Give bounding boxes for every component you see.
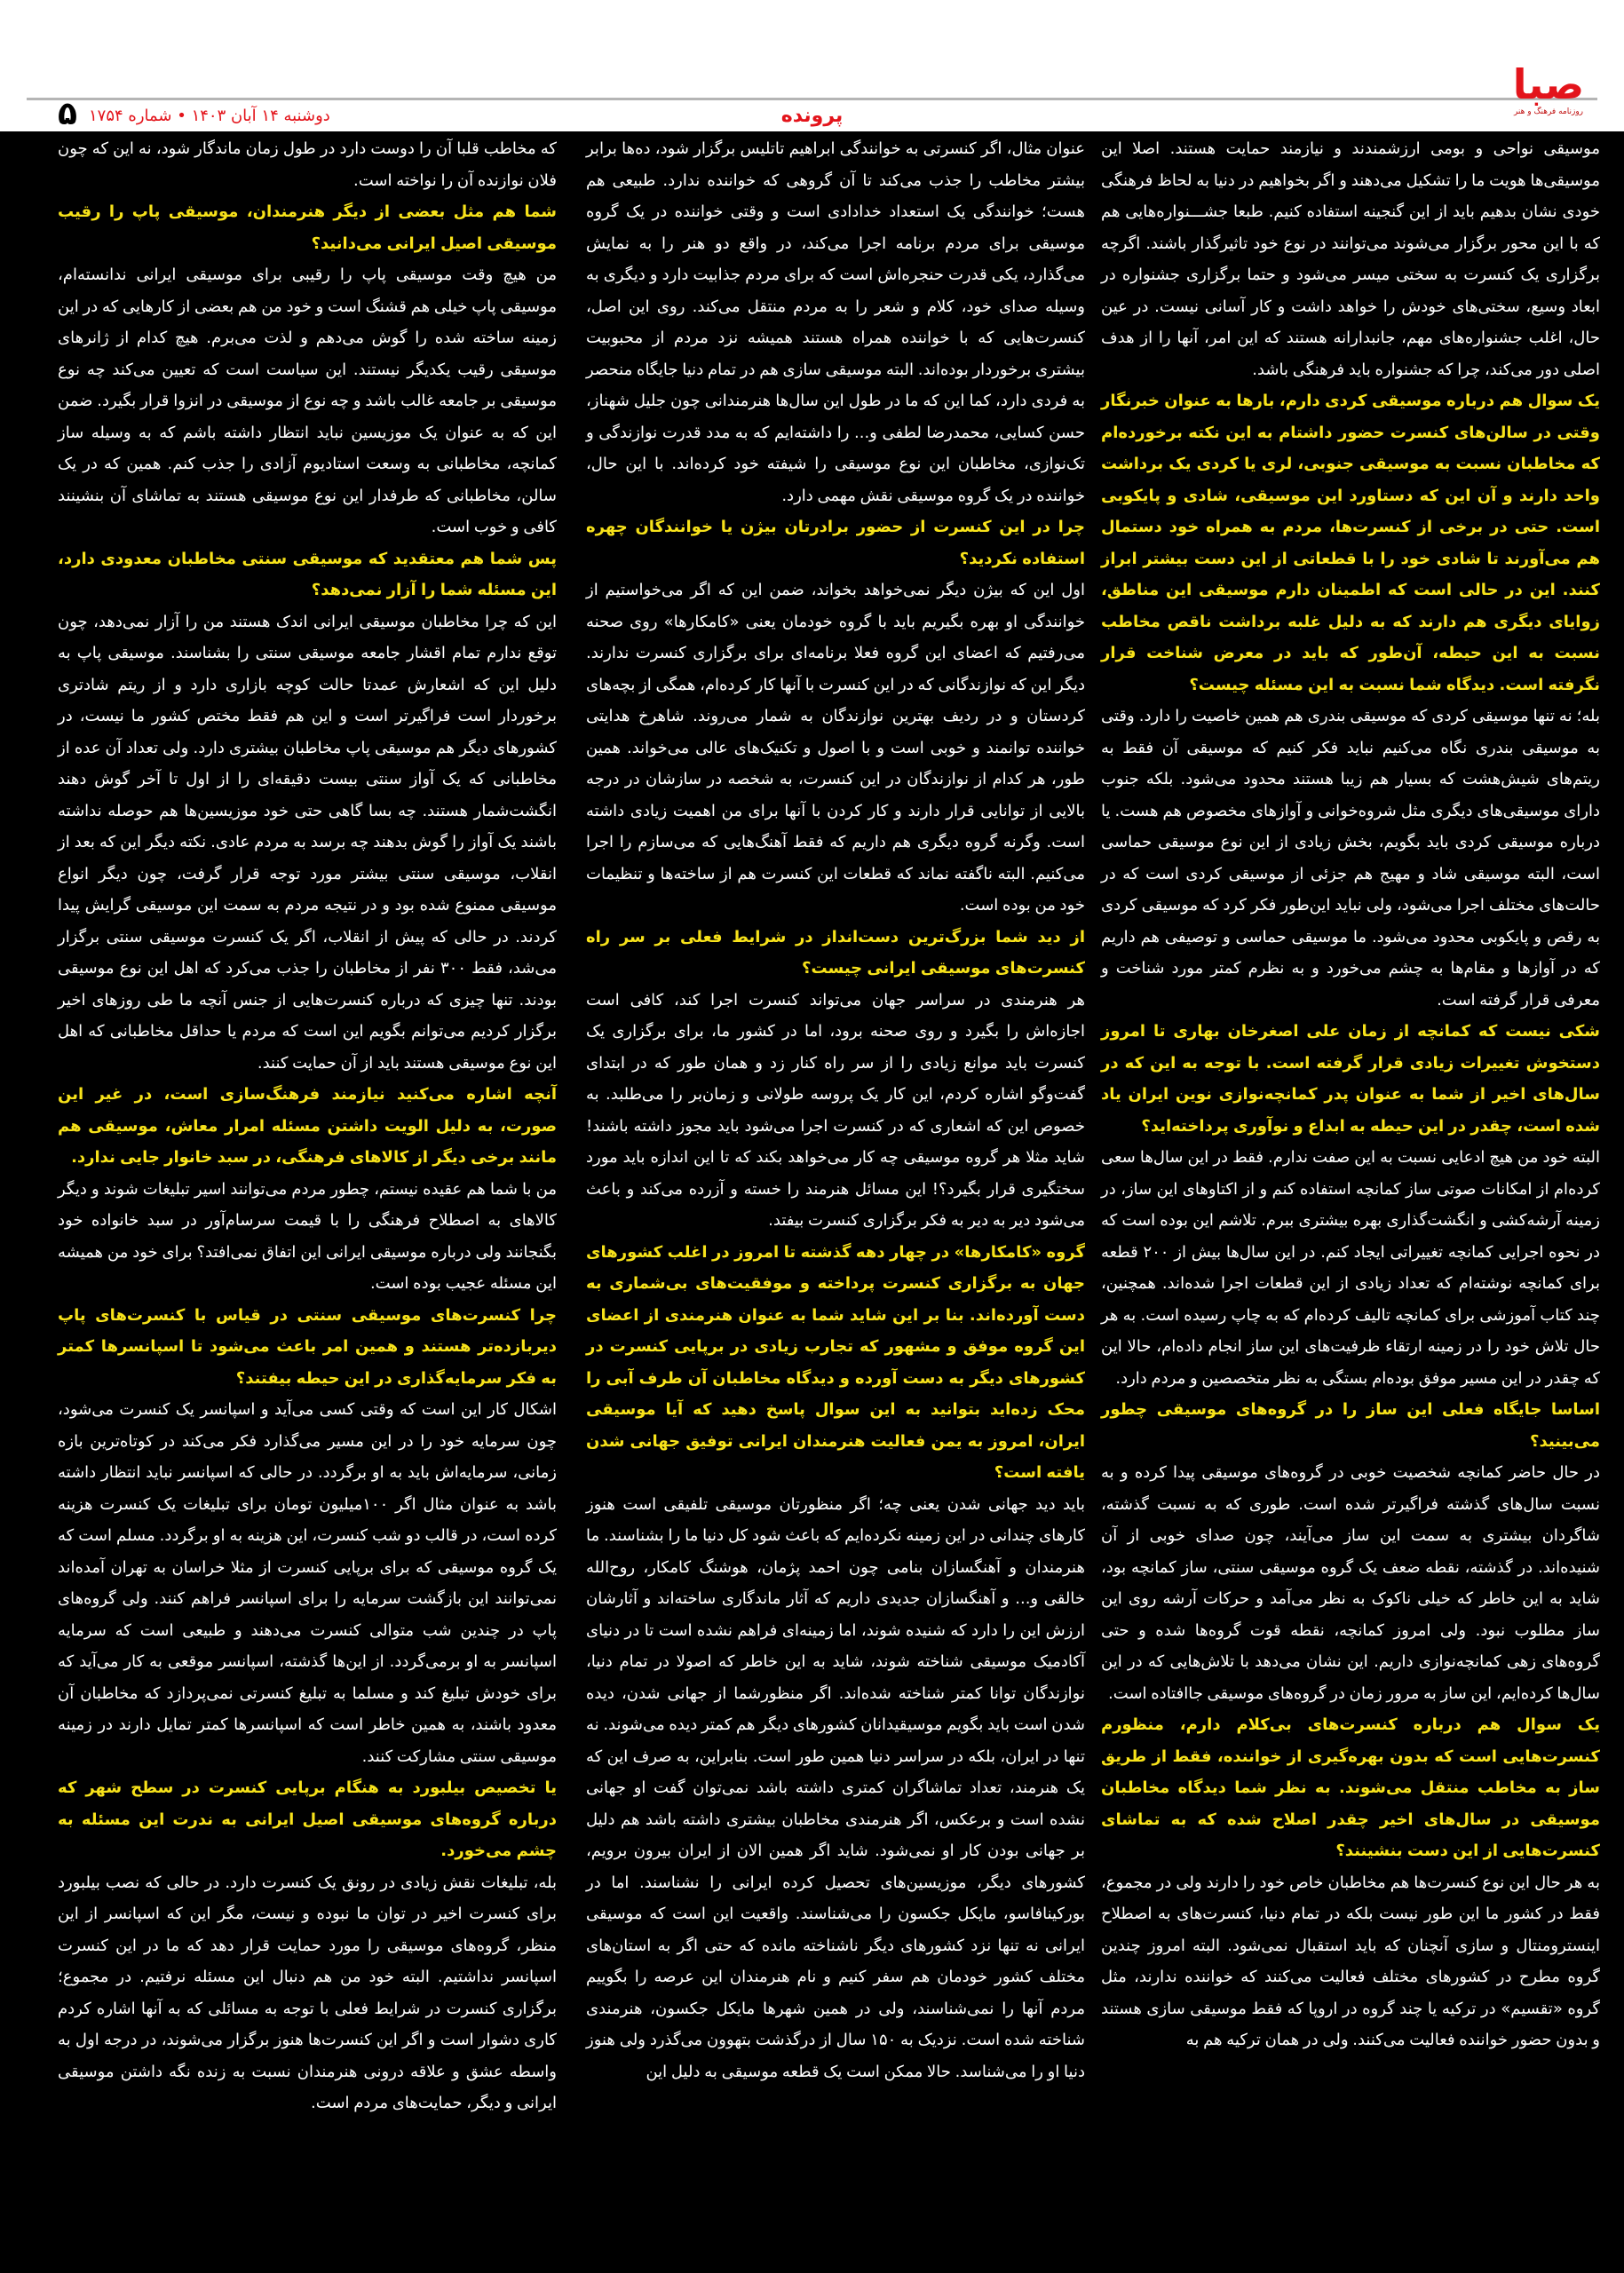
interview-answer: باید دید جهانی شدن یعنی چه؛ اگر منظورتان موسیقی تلفیقی است هنوز کارهای چندانی در این زمینه نکرده‌ایم که باعث شود کل دنیا ما را بشناسند. ما هنرمندان و آهنگسازان بنامی چون احمد پژمان، هوشنگ کامکار، روح‌الله خالقی و... و آهنگسازان جدیدی داریم که آثار ماندگاری ساخته‌اند و آثارشان ارزش این را دارد که شنیده شوند، اما زمینه‌ای فراهم نشده است تا در دنیای آکادمیک موسیقی شناخته شوند، شاید به این خاطر که اصولا در تمام دنیا، نوازندگان توانا کمتر شناخته شده‌اند. اگر منظورشما از جهانی شدن، دیده شدن است باید بگویم موسیقیدانان کشورهای دیگر هم کمتر دیده می‌شوند. نه تنها در ایران، بلکه در سراسر دنیا همین طور است. بنابراین، به صرف این که یک هنرمند، تعداد تماشاگران کمتری داشته باشد نمی‌توان گفت او جهانی نشده است و برعکس، اگر هنرمندی مخاطبان بیشتری داشته باشد هم دلیل بر جهانی بودن کار او نمی‌شود. شاید اگر همین الان از ایران بیرون برویم، کشورهای دیگر، موزیسین‌های تحصیل کرده ایرانی را نشناسند. اما در بورکینافاسو، مایکل جکسون را می‌شناسند. واقعیت این است که موسیقی ایرانی نه تنها نزد کشورهای دیگر ناشناخته مانده که حتی اگر به استان‌های مختلف کشور خودمان هم سفر کنیم و نام هنرمندان این عرصه را بگوییم مردم آنها را نمی‌شناسند، ولی در همین شهرها مایکل جکسون، هنرمندی شناخته شده است. نزدیک به ۱۵۰ سال از درگذشت بتهوون می‌گذرد ولی هنوز دنیا او را می‌شناسد. حالا ممکن است یک قطعه موسیقی به دلیل این bbox=[586, 1494, 1085, 2081]
interview-question: یک سوال هم درباره کنسرت‌های بی‌کلام دارم، منظورم کنسرت‌هایی است که بدون بهره‌گیری از خواننده، فقط از طریق ساز به مخاطب منتقل می‌شوند. به نظر شما دیدگاه مخاطبان موسیقی در سال‌های اخیر چقدر اصلاح شده که به تماشای کنسرت‌هایی از این دست بنشینند؟ bbox=[1101, 1715, 1600, 1860]
interview-answer: به هر حال این نوع کنسرت‌ها هم مخاطبان خاص خود را دارند ولی در مجموع، فقط در کشور ما این طور نیست بلکه در تمام دنیا، کنسرت‌های به اصطلاح اینسترومنتال و سازی آنچنان که باید استقبال نمی‌شود. البته امروز چندین گروه مطرح در کشورهای مختلف فعالیت می‌کنند که خواننده ندارند، مثل گروه «تقسیم» در ترکیه یا چند گروه در اروپا که فقط موسیقی سازی هستند و بدون حضور خواننده فعالیت می‌کنند. ولی در همان ترکیه هم به bbox=[1101, 1873, 1600, 2049]
interview-answer: بله، تبلیغات نقش زیادی در رونق یک کنسرت دارد. در حالی که نصب بیلبورد برای کنسرت اخیر در توان ما نبوده و نیست، مگر این که اسپانسر از این منظر، گروه‌های موسیقی را مورد حمایت قرار دهد که ما در این کنسرت اسپانسر نداشتیم. البته خود من هم دنبال این مسئله نرفتیم. در مجموع؛ برگزاری کنسرت در شرایط فعلی با توجه به مسائلی که به آنها اشاره کردم کاری دشوار است و اگر این کنسرت‌ها هنوز برگزار می‌شوند، در درجه اول به واسطه عشق و علاقه درونی هنرمندان نسبت به زنده نگه داشتن موسیقی ایرانی و دیگر، حمایت‌های مردم است. bbox=[58, 1873, 557, 2112]
interview-answer: بله؛ نه تنها موسیقی کردی که موسیقی بندری هم همین خاصیت را دارد. وقتی به موسیقی بندری نگاه می‌کنیم نباید فکر کنیم که موسیقی آن فقط به ریتم‌های شیش‌هشت که بسیار هم زیبا هستند محدود می‌شود. بلکه جنوب دارای موسیقی‌های دیگری مثل شروه‌خوانی و آوازهای مخصوص هم هست. یا درباره موسیقی کردی باید بگویم، بخش زیادی از این نوع موسیقی حماسی است، البته موسیقی شاد و مهیج هم جزئی از موسیقی کردی است که در حالت‌های مختلف اجرا می‌شود، ولی نباید این‌طور فکر کرد که موسیقی کردی به رقص و پایکوبی محدود می‌شود. ما موسیقی حماسی و توصیفی هم داریم که در آوازها و مقام‌ها به چشم می‌خورد و به نظرم کمتر مورد شناخت و معرفی قرار گرفته است. bbox=[1101, 707, 1600, 1010]
article-column-middle bbox=[586, 133, 1085, 2087]
interview-answer: من با شما هم عقیده نیستم، چطور مردم می‌توانند اسیر تبلیغات شوند و دیگر کالاهای به اصطلاح فرهنگی را با قیمت سرسام‌آور در سبد خانواده خود بگنجانند ولی درباره موسیقی ایرانی این اتفاق نمی‌افتد؟ برای خود من همیشه این مسئله عجیب بوده است. bbox=[58, 1179, 557, 1293]
page-header bbox=[0, 0, 1624, 131]
section-title: پرونده bbox=[780, 105, 844, 127]
interview-question: چرا کنسرت‌های موسیقی سنتی در قیاس با کنسرت‌های پاپ دیربازده‌تر هستند و همین امر باعث می‌شود تا اسپانسرها کمتر به فکر سرمایه‌گذاری در این حیطه بیفتند؟ bbox=[58, 1305, 557, 1388]
interview-answer: اشکال کار این است که وقتی کسی می‌آید و اسپانسر یک کنسرت می‌شود، چون سرمایه خود را در این مسیر می‌گذارد فکر می‌کند در کوتاه‌ترین بازه زمانی، سرمایه‌اش باید به او برگردد. در حالی که اسپانسر نباید انتظار داشته باشد به عنوان مثال اگر ۱۰۰میلیون تومان برای تبلیغات یک کنسرت هزینه کرده است، در قالب دو شب کنسرت، این هزینه به او برگردد. مسلم است که یک گروه موسیقی که برای برپایی کنسرت از مثلا خراسان به تهران آمده‌اند نمی‌توانند این بازگشت سرمایه را برای اسپانسر فراهم کنند. ولی گروه‌های پاپ در چندین شب متوالی کنسرت می‌دهند و طبیعی است که سرمایه اسپانسر به او برمی‌گردد. از این‌ها گذشته، اسپانسر موقعی به کار می‌آید که برای خودش تبلیغ کند و مسلما به تبلیغ کنسرتی نمی‌پردازد که مخاطبان آن معدود باشند، به همین خاطر است که اسپانسرها کمتر تمایل دارند در زمینه موسیقی سنتی مشارکت کنند. bbox=[58, 1400, 557, 1766]
interview-question: پس شما هم معتقدید که موسیقی سنتی مخاطبان معدودی دارد، این مسئله شما را آزار نمی‌دهد؟ bbox=[58, 549, 557, 599]
interview-question: از دید شما بزرگ‌ترین دست‌انداز در شرایط فعلی بر سر راه کنسرت‌های موسیقی ایرانی چیست؟ bbox=[586, 927, 1085, 978]
interview-answer: من هیچ وقت موسیقی پاپ را رقیبی برای موسیقی ایرانی ندانسته‌ام، موسیقی پاپ خیلی هم قشنگ است و خود من هم بعضی از کارهایی که در این زمینه ساخته شده را گوش می‌دهم و لذت می‌برم. هیچ کدام از ژانرهای موسیقی رقیب یکدیگر نیستند. این سیاست است که تعیین می‌کند چه نوع موسیقی بر جامعه غالب باشد و چه نوع از موسیقی در انزوا قرار بگیرد. ضمن این که به عنوان یک موزیسین نباید انتظار داشته باشم که به وسیله ساز کمانچه، مخاطبانی به وسعت استادیوم آزادی را جذب کنم. همین که در یک سالن، مخاطبانی که طرفدار این نوع موسیقی هستند به تماشای آن بنشینند کافی و خوب است. bbox=[58, 265, 557, 536]
issue-date-line: دوشنبه ۱۴ آبان ۱۴۰۳ • شماره ۱۷۵۴ bbox=[89, 107, 330, 125]
interview-answer: در حال حاضر کمانچه شخصیت خوبی در گروه‌های موسیقی پیدا کرده و به نسبت سال‌های گذشته فراگیرتر شده است. طوری که به نسبت گذشته، شاگردان بیشتری به سمت این ساز می‌آیند، چون صدای خوبی از آن شنیده‌اند. در گذشته، نقطه ضعف یک گروه موسیقی سنتی، ساز کمانچه بود، شاید به این خاطر که خیلی ناکوک به نظر می‌آمد و حرکات آرشه روی این ساز مطلوب نبود. ولی امروز کمانچه، نقطه قوت گروه‌ها شده و حتی گروه‌های زهی کمانچه‌نوازی داریم. این نشان می‌دهد با تلاش‌هایی که در این سال‌ها کرده‌ایم، این ساز به مرور زمان در گروه‌های موسیقی جاافتاده است. bbox=[1101, 1463, 1600, 1703]
interview-answer: که مخاطب قلبا آن را دوست دارد در طول زمان ماندگار شود، نه این که چون فلان نوازنده آن را نواخته است. bbox=[58, 139, 557, 190]
article-column-left bbox=[58, 133, 557, 2119]
interview-answer: عنوان مثال، اگر کنسرتی به خوانندگی ابراهیم تاتلیس برگزار شود، ده‌ها برابر بیشتر مخاطب را جذب می‌کند تا آن گروهی که خواننده ندارد. طبیعی هم هست؛ خوانندگی یک استعداد خدادادی است و وقتی خواننده در یک گروه موسیقی برای مردم برنامه اجرا می‌کند، در واقع دو هنر را به نمایش می‌گذارد، یکی قدرت حنجره‌اش است که برای مردم جذابیت دارد و دیگری به وسیله صدای خود، کلام و شعر را به مردم منتقل می‌کند. روی این اصل، کنسرت‌هایی که با خواننده همراه هستند همیشه نزد مردم از محبوبیت بیشتری برخوردار بوده‌اند. البته موسیقی سازی هم در تمام دنیا جایگاه منحصر به فردی دارد، کما این که ما در طول این سال‌ها هنرمندانی چون جلیل شهناز، حسن کسایی، محمدرضا لطفی و... را داشته‌ایم که به مدد قدرت نوازندگی و تک‌نوازی، مخاطبان این نوع موسیقی را شیفته خود کرده‌اند. با این حال، خواننده در یک گروه موسیقی نقش مهمی دارد. bbox=[586, 139, 1085, 505]
interview-question: یا تخصیص بیلبورد به هنگام برپایی کنسرت در سطح شهر که درباره گروه‌های موسیقی اصیل ایرانی به ندرت این مسئله به چشم می‌خورد. bbox=[58, 1778, 557, 1860]
logo-wordmark: صبا bbox=[1512, 60, 1585, 108]
interview-question: چرا در این کنسرت از حضور برادرتان بیژن یا خوانندگان چهره استفاده نکردید؟ bbox=[586, 518, 1085, 568]
page-number: ۵ bbox=[58, 96, 77, 132]
interview-question: یک سوال هم درباره موسیقی کردی دارم، بارها به عنوان خبرنگار وقتی در سالن‌های کنسرت حضور داشتام به این نکته برخورده‌ام که مخاطبان نسبت به موسیقی جنوبی، لری یا کردی یک برداشت واحد دارند و آن این که دستاورد این موسیقی، شادی و پایکوبی است. حتی در برخی از کنسرت‌ها، مردم به همراه خود دستمال هم می‌آورند تا شادی خود را با قطعاتی از این دست بیشتر ابراز کنند. این در حالی است که اطمینان دارم موسیقی این مناطق، زوایای دیگری هم دارند که به دلیل غلبه برداشت ناقص مخاطب نسبت به این حیطه، آن‌طور که باید در معرض شناخت قرار نگرفته است. دیدگاه شما نسبت به این مسئله چیست؟ bbox=[1101, 392, 1600, 694]
interview-answer: هر هنرمندی در سراسر جهان می‌تواند کنسرت اجرا کند، کافی است اجازه‌اش را بگیرد و روی صحنه برود، اما در کشور ما، برای برگزاری یک کنسرت باید موانع زیادی را از سر راه کنار زد و همان طور که در ابتدای گفت‌وگو اشاره کردم، این کار یک پروسه طولانی و زمان‌بر را می‌طلبد. به خصوص این که اشعاری که در کنسرت اجرا می‌شود باید مجوز داشته باشند! شاید مثلا هر گروه موسیقی چه کار می‌خواهد بکند که تا این اندازه باید مورد سختگیری قرار بگیرد؟! این مسائل هنرمند را خسته و آزرده می‌کند و باعث می‌شود دیر به دیر به فکر برگزاری کنسرت بیفتد. bbox=[586, 990, 1085, 1230]
article-body bbox=[0, 131, 1624, 2119]
interview-answer: اول این که بیژن دیگر نمی‌خواهد بخواند، ضمن این که اگر می‌خواستیم از خوانندگی او بهره بگیریم باید با گروه خودمان یعنی «کامکارها» روی صحنه می‌رفتیم که اعضای این گروه فعلا برنامه‌ای برای برگزاری کنسرت ندارند. دیگر این که نوازندگانی که در این کنسرت با آنها کار کرده‌ام، همگی از بچه‌های کردستان و در ردیف بهترین نوازندگان به شمار می‌روند. شاهرخ هدایتی خواننده توانمند و خوبی است و با اصول و تکنیک‌های عالی می‌خواند. همین طور، هر کدام از نوازندگان در این کنسرت، به شخصه در سازشان در درجه بالایی از توانایی قرار دارند و کار کردن با آنها برای من اهمیت زیادی داشته است. وگرنه گروه دیگری هم داریم که فقط آهنگ‌هایی که می‌سازم را اجرا می‌کنیم. البته ناگفته نماند که قطعات این کنسرت هم از ساخته‌ها و تنظیمات خود من بوده است. bbox=[586, 581, 1085, 915]
interview-question: آنچه اشاره می‌کنید نیازمند فرهنگ‌سازی است، در غیر این صورت، به دلیل الویت داشتن مسئله امرار معاش، موسیقی هم مانند برخی دیگر از کالاهای فرهنگی، در سبد خانوار جایی ندارد. bbox=[58, 1085, 557, 1167]
interview-answer: موسیقی نواحی و بومی ارزشمندند و نیازمند حمایت هستند. اصلا این موسیقی‌ها هویت ما را تشکیل می‌دهند و اگر بخواهیم در دنیا به لحاظ فرهنگی خودی نشان بدهیم باید از این گنجینه استفاده کنیم. طبعا جشـــنواره‌هایی هم که با این محور برگزار می‌شوند می‌توانند در نوع خود تاثیرگذار باشند. اگرچه برگزاری یک کنسرت به سختی میسر می‌شود و حتما برگزاری جشنواره در ابعاد وسیع، سختی‌های خودش را خواهد داشت و کار آسانی نیست. در عین حال، اغلب جشنواره‌های مهم، جانبدارانه هستند که این امر، آنها را از هدف اصلی دور می‌کند، چرا که جشنواره باید فرهنگی باشد. bbox=[1101, 139, 1600, 379]
logo-subtitle: روزنامه فرهنگ و هنر bbox=[1513, 107, 1584, 116]
interview-question: گروه «کامکارها» در چهار دهه گذشته تا امروز در اغلب کشورهای جهان به برگزاری کنسرت پرداخته و موفقیت‌های بی‌شماری به دست آورده‌اند. بنا بر این شاید شما به عنوان هنرمندی از اعضای این گروه موفق و مشهور که تجارب زیادی در برپایی کنسرت در کشورهای دیگر به دست آورده و دیدگاه مخاطبان آن طرف آبی را محک زده‌اید بتوانید به این سوال پاسخ دهید که آیا موسیقی ایران، امروز به یمن فعالیت هنرمندان ایرانی توفیق جهانی شدن یافته است؟ bbox=[586, 1242, 1085, 1482]
article-column-right bbox=[1101, 133, 1600, 2056]
interview-answer: این که چرا مخاطبان موسیقی ایرانی اندک هستند من را آزار نمی‌دهد، چون توقع ندارم تمام اقشار جامعه موسیقی سنتی را بشناسند. موسیقی پاپ به دلیل این که اشعارش عمدتا حالت کوچه بازاری دارد و از ریتم شادتری برخوردار است فراگیرتر است و این هم فقط مختص کشور ما نیست، در کشورهای دیگر هم موسیقی پاپ مخاطبان بیشتری دارد. ولی تعداد آن عده از مخاطبانی که یک آواز سنتی بیست دقیقه‌ای را از اول تا آخر گوش دهند انگشت‌شمار هستند. چه بسا گاهی حتی خود موزیسین‌ها هم حوصله نداشته باشند یک آواز را گوش بدهند چه برسد به مردم عادی. نکته دیگر این که بعد از انقلاب، موسیقی سنتی بیشتر مورد توجه قرار گرفت، چون دیگر انواع موسیقی ممنوع شده بود و در نتیجه مردم به سمت این موسیقی گرایش پیدا کردند. در حالی که پیش از انقلاب، اگر یک کنسرت موسیقی سنتی برگزار می‌شد، فقط ۳۰۰ نفر از مخاطبان را جذب می‌کرد که اهل این نوع موسیقی بودند. تنها چیزی که درباره کنسرت‌هایی از جنس آنچه ما طی روزهای اخیر برگزار کردیم می‌توانم بگویم این است که مردم یا حداقل مخاطبانی که اهل این نوع موسیقی هستند باید از آن حمایت کنند. bbox=[58, 612, 557, 1073]
interview-answer: البته خود من هیچ ادعایی نسبت به این صفت ندارم. فقط در این سال‌ها سعی کرده‌ام از امکانات صوتی ساز کمانچه استفاده کنم و از اکتاوهای این ساز، در زمینه آرشه‌کشی و انگشت‌گذاری بهره بیشتری ببرم. تلاشم این بوده است که در نحوه اجرایی کمانچه تغییراتی ایجاد کنم. در این سال‌ها بیش از ۲۰۰ قطعه برای کمانچه نوشته‌ام که تعداد زیادی از این قطعات اجرا شده‌اند. همچنین، چند کتاب آموزشی برای کمانچه تالیف کرده‌ام که به چاپ رسیده است. به هر حال تلاش خود را در زمینه ارتقاء ظرفیت‌های این ساز انجام داده‌ام، حالا این که چقدر در این مسیر موفق بوده‌ام بستگی به نظر متخصصین و مردم دارد. bbox=[1101, 1148, 1600, 1388]
interview-question: شکی نیست که کمانچه از زمان علی اصغرخان بهاری تا امروز دستخوش تغییرات زیادی قرار گرفته است. با توجه به این که در سال‌های اخیر از شما به عنوان پدر کمانچه‌نوازی نوین ایران یاد شده است، چقدر در این حیطه به ابداع و نوآوری پرداخته‌اید؟ bbox=[1101, 1022, 1600, 1136]
interview-question: شما هم مثل بعضی از دیگر هنرمندان، موسیقی پاپ را رقیب موسیقی اصیل ایرانی می‌دانید؟ bbox=[58, 202, 557, 253]
interview-question: اساسا جایگاه فعلی این ساز را در گروه‌های موسیقی چطور می‌بینید؟ bbox=[1101, 1400, 1600, 1451]
header-divider bbox=[27, 98, 1597, 100]
